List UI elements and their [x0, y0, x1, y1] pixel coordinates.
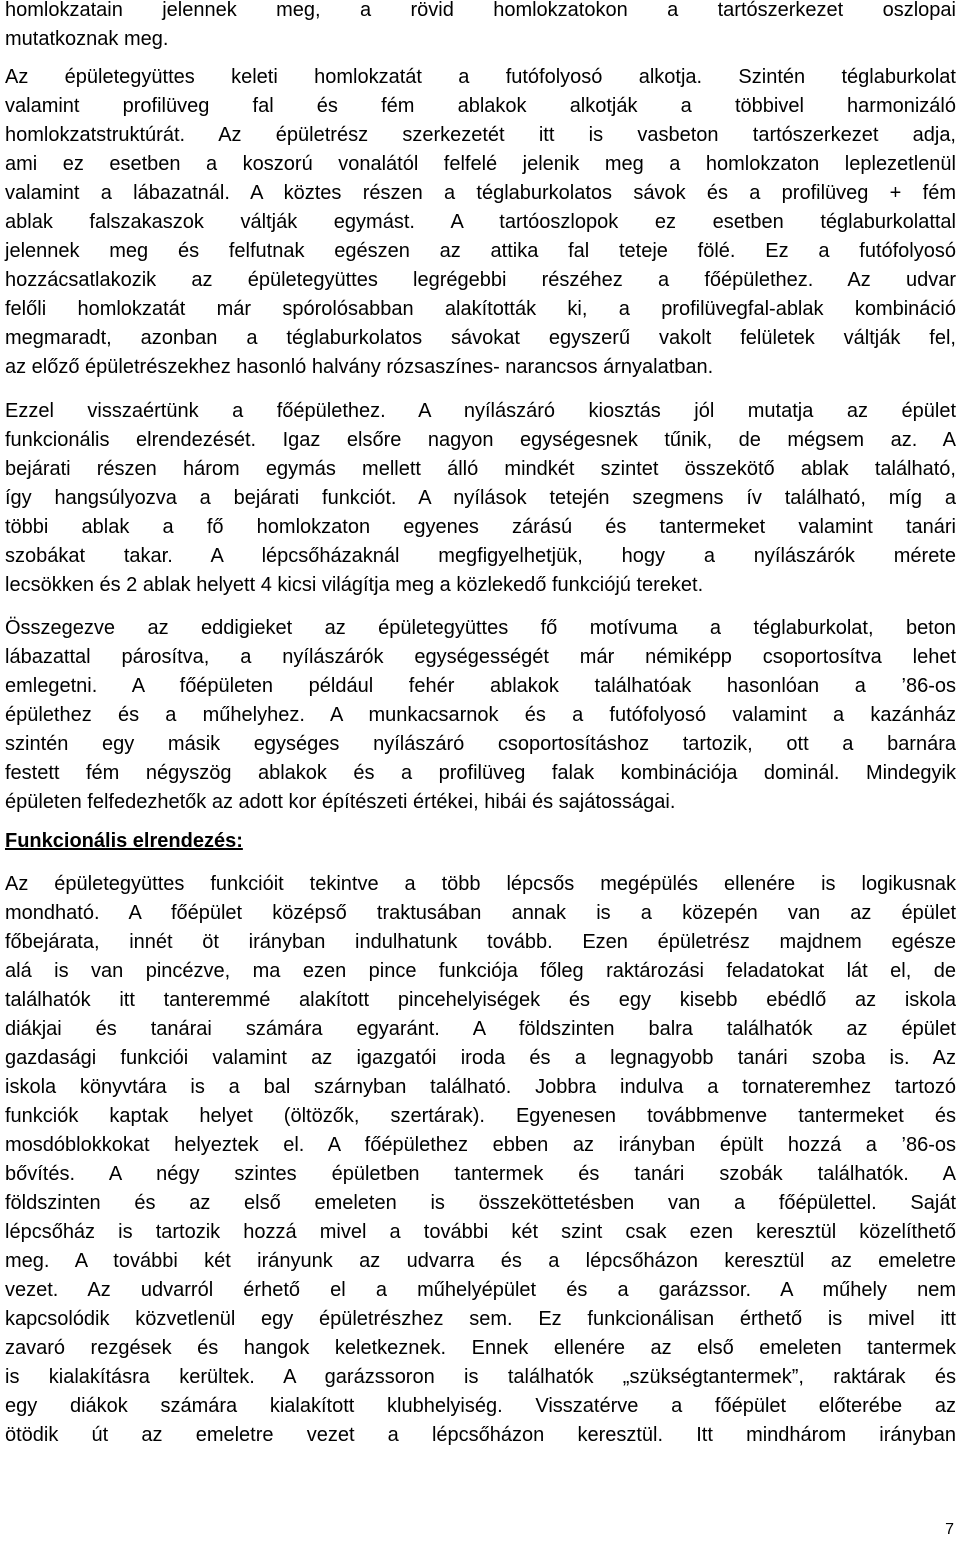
text-line: diákjai és tanárai számára egyaránt. A földszinten balra találhatók az épület: [5, 1018, 956, 1040]
text-line: találhatók itt tanteremmé alakított pincehelyiségek és egy kisebb ebédlő az iskola: [5, 989, 956, 1011]
paragraph-east-facade: [5, 63, 956, 382]
text-line: lecsökken és 2 ablak helyett 4 kicsi világítja meg a közlekedő funkciójú tereket.: [5, 574, 704, 596]
text-line: bővítés. A négy szintes épületben tantermek és tanári szobák találhatók. A: [5, 1163, 956, 1185]
text-line: homlokzatstruktúrát. Az épületrész szerkezetét itt is vasbeton tartószerkezet adja,: [5, 124, 956, 146]
paragraph-facade-intro: [5, 0, 956, 54]
text-line: mutatkoznak meg.: [5, 28, 169, 50]
text-line: gazdasági funkciói valamint az igazgatói iroda és a legnagyobb tanári szoba is. Az: [5, 1047, 956, 1069]
section-heading: Funkcionális elrendezés:: [5, 830, 243, 852]
text-line: bejárati részen három egymás mellett álló mindkét szintet összekötő ablak található,: [5, 458, 956, 480]
text-line: szintén egy másik egységes nyílászáró csoportosításhoz tartozik, ott a barnára: [5, 733, 956, 755]
text-line: többi ablak a fő homlokzaton egyenes zárású és tantermeket valamint tanári: [5, 516, 956, 538]
text-line: funkciók kaptak helyet (öltözők, szertárak). Egyenesen továbbmenve tantermeket és: [5, 1105, 956, 1127]
paragraph-summary: [5, 614, 956, 817]
paragraph-main-building: [5, 397, 956, 600]
page-number: 7: [945, 1521, 954, 1538]
text-line: emlegetni. A főépületen például fehér ablakok találhatóak hasonlóan a ’86-os: [5, 675, 956, 697]
text-line: alá is van pincézve, ma ezen pince funkciója főleg raktározási feladatokat lát el, de: [5, 960, 956, 982]
text-line: zavaró rezgések és hangok keletkeznek. Ennek ellenére az első emeleten tantermek: [5, 1337, 956, 1359]
text-line: ötödik út az emeletre vezet a lépcsőházon keresztül. Itt mindhárom irányban: [5, 1424, 956, 1446]
text-line: az előző épületrészekhez hasonló halvány rózsaszínes- narancsos árnyalatban.: [5, 356, 714, 378]
text-line: Az épületegyüttes funkcióit tekintve a több lépcsős megépülés ellenére is logikusnak: [5, 873, 956, 895]
text-line: szobákat takar. A lépcsőházaknál megfigyelhetjük, hogy a nyílászárók mérete: [5, 545, 956, 567]
text-line: Az épületegyüttes keleti homlokzatát a futófolyosó alkotja. Szintén téglaburkolat: [5, 66, 956, 88]
text-line: jelennek meg és felfutnak egészen az attika fal teteje fölé. Ez a futófolyosó: [5, 240, 956, 262]
text-line: valamint a lábazatnál. A köztes részen a téglaburkolatos sávok és a profilüveg + fém: [5, 182, 956, 204]
text-line: funkcionális elrendezését. Igaz elsőre nagyon egységesnek tűnik, de mégsem az. A: [5, 429, 956, 451]
text-line: ablak falszakaszok váltják egymást. A tartóoszlopok ez esetben téglaburkolattal: [5, 211, 956, 233]
text-line: felőli homlokzatát már spórolósabban alakították ki, a profilüvegfal-ablak kombináció: [5, 298, 956, 320]
text-line: is kialakításra kerültek. A garázssoron is találhatók „szükségtantermek”, raktárak és: [5, 1366, 956, 1388]
text-line: kapcsolódik közvetlenül egy épületrészhez sem. Ez funkcionálisan érthető is mivel itt: [5, 1308, 956, 1330]
text-line: iskola könyvtára is a bal szárnyban található. Jobbra indulva a tornateremhez tartozó: [5, 1076, 956, 1098]
text-line: mondható. A főépület középső traktusában annak is a közepén van az épület: [5, 902, 956, 924]
text-line: Ezzel visszaértünk a főépülethez. A nyílászáró kiosztás jól mutatja az épület: [5, 400, 956, 422]
text-line: főbejárata, innét öt irányban indulhatunk tovább. Ezen épületrész majdnem egésze: [5, 931, 956, 953]
text-line: megmaradt, azonban a téglaburkolatos sávokat egyszerű vakolt felületek váltják fel,: [5, 327, 956, 349]
text-line: mosdóblokkokat helyeztek el. A főépülethez ebben az irányban épült hozzá a ’86-os: [5, 1134, 956, 1156]
text-line: épülethez és a műhelyhez. A munkacsarnok és a futófolyosó valamint a kazánház: [5, 704, 956, 726]
text-line: festett fém négyszög ablakok és a profilüveg falak kombinációja dominál. Mindegyik: [5, 762, 956, 784]
text-line: így hangsúlyozva a bejárati funkciót. A nyílások tetején szegmens ív található, míg a: [5, 487, 956, 509]
text-line: ami ez esetben a koszorú vonalától felfelé jelenik meg a homlokzaton leplezetlenül: [5, 153, 956, 175]
text-line: meg. A további két irányunk az udvarra és a lépcsőházon keresztül az emeletre: [5, 1250, 956, 1272]
paragraph-functional-layout: [5, 870, 956, 1450]
text-line: lábazattal párosítva, a nyílászárók egységességét már némiképp csoportosítva lehet: [5, 646, 956, 668]
text-line: lépcsőház is tartozik hozzá mivel a további két szint csak ezen keresztül közelíthető: [5, 1221, 956, 1243]
text-line: hozzácsatlakozik az épületegyüttes legrégebbi részéhez a főépülethez. Az udvar: [5, 269, 956, 291]
text-line: egy diákok számára kialakított klubhelyiség. Visszatérve a főépület előterébe az: [5, 1395, 956, 1417]
text-line: földszinten és az első emeleten is összeköttetésben van a főépülettel. Saját: [5, 1192, 956, 1214]
text-line: Összegezve az eddigieket az épületegyüttes fő motívuma a téglaburkolat, beton: [5, 617, 956, 639]
text-line: vezet. Az udvarról érhető el a műhelyépület és a garázssor. A műhely nem: [5, 1279, 956, 1301]
text-line: homlokzatain jelennek meg, a rövid homlokzatokon a tartószerkezet oszlopai: [5, 0, 956, 21]
text-line: valamint profilüveg fal és fém ablakok alkotják a többivel harmonizáló: [5, 95, 956, 117]
text-line: épületen felfedezhetők az adott kor építészeti értékei, hibái és sajátosságai.: [5, 791, 676, 813]
